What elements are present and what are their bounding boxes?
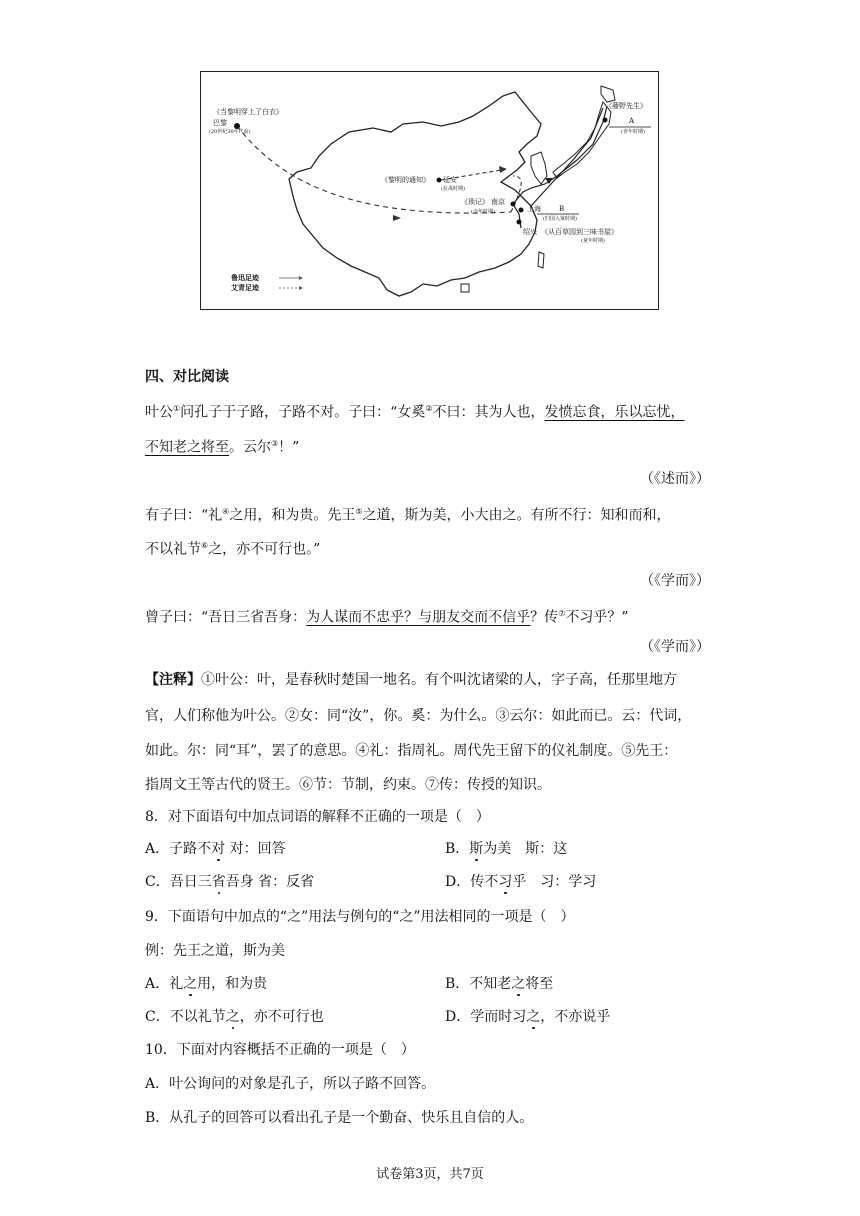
map-label-b: B — [559, 205, 565, 213]
map-label-liming: 《黎明的通知》 — [381, 176, 430, 184]
notes-line3: 如此。尔：同“耳”，罢了的意思。④礼：指周礼。周代先王留下的仪礼制度。⑤先王： — [145, 743, 678, 759]
luxun-return — [531, 108, 603, 206]
map-sub-shanghai: (归国入狱时期) — [543, 216, 577, 222]
shaoxing-dot — [517, 220, 522, 225]
map-label-shaoxing: 绍兴 — [523, 228, 537, 236]
map-sub-a: (青年时期) — [621, 129, 645, 135]
japan-north — [601, 86, 615, 102]
q8-stem: 8．对下面语句中加点词语的解释不正确的一项是（ ） — [145, 809, 490, 825]
map-label-dawn: 《当黎明穿上了白衣》 — [213, 108, 283, 116]
notes-line4: 指周文王等古代的贤王。⑥节：节制，约束。⑦传：传授的知识。 — [145, 777, 551, 793]
passage3-source: （《学而》） — [640, 639, 710, 655]
map-sub-nanjing: (少年时期) — [471, 209, 495, 215]
passage3-line1: 曾子曰：“吾日三省吾身：为人谋而不忠乎？与朋友交而不信乎？传⑦不习乎？” — [145, 609, 629, 626]
taiwan-outline — [538, 252, 544, 268]
q9-stem: 9．下面语句中加点的“之”用法与例句的“之”用法相同的一项是（ ） — [145, 909, 575, 925]
passage2-line1: 有子曰：“礼④之用，和为贵。先王⑤之道，斯为美，小大由之。有所不行：知和而和， — [145, 507, 671, 524]
q9-option-b: B．不知老之将至 — [445, 976, 554, 992]
aiqing-arrow-1 — [393, 215, 401, 221]
map-sub-yanan: (抗战时期) — [441, 186, 465, 192]
underlined-phrase: 为人谋而不忠乎？与朋友交而不信乎 — [306, 609, 531, 626]
q9-option-c: C．不以礼节之，亦不可行也 — [145, 1009, 324, 1025]
yanan-dot — [437, 178, 442, 183]
q9-option-a: A．礼之用，和为贵 — [145, 976, 268, 992]
nanjing-dot — [511, 202, 516, 207]
legend-luxun: 鲁迅足迹 — [231, 274, 259, 282]
q10-option-b: B．从孔子的回答可以看出孔子是一个勤奋、快乐且自信的人。 — [145, 1110, 534, 1126]
map-label-paris: 巴黎 — [213, 119, 227, 127]
section-title: 四、对比阅读 — [145, 369, 229, 385]
q8-option-a: A．子路不对 对：回答 — [145, 841, 286, 857]
notes-head: 【注释】 — [145, 672, 201, 688]
japan-outline — [553, 102, 611, 178]
map-sub-baicao: (童年时期) — [581, 238, 605, 244]
notes-line1: 【注释】①叶公：叶，是春秋时楚国一地名。有个叫沈诸梁的人，字子高，任那里地方 — [145, 672, 677, 688]
underlined-phrase: 不知老之将至 — [145, 439, 229, 456]
map-label-shanghai: 上海 — [527, 205, 541, 213]
korea-outline — [531, 152, 547, 184]
map-label-xianji: 《琐记》 — [461, 198, 489, 206]
passage2-line2: 不以礼节⑥之，亦不可行也。” — [145, 541, 321, 558]
map-label-a: A — [629, 117, 635, 125]
map-label-yanan: 延安 — [443, 176, 457, 184]
map-label-fujino: 《藤野先生》 — [605, 102, 647, 110]
legend-aiqing: 艾青足迹 — [231, 284, 259, 292]
q8-option-b: B．斯为美 斯：这 — [445, 841, 568, 857]
map-label-nanjing: 南京 — [491, 198, 505, 206]
map-label-baicao: 《从百草园到三味书屋》 — [541, 228, 618, 236]
aiqing-arrow-2 — [499, 166, 507, 173]
underlined-phrase: 发愤忘食，乐以忘忧， — [544, 404, 685, 421]
q10-option-a: A．叶公询问的对象是孔子，所以子路不回答。 — [145, 1076, 436, 1092]
notes-line2: 官，人们称他为叶公。②女：同“汝”，你。奚：为什么。③云尔：如此而已。云：代词， — [145, 708, 692, 724]
passage1-line2: 不知老之将至。云尔③！” — [145, 439, 300, 456]
map-sub-paris: (20世纪30年代前) — [209, 129, 251, 135]
q10-stem: 10．下面对内容概括不正确的一项是（ ） — [145, 1042, 415, 1058]
passage1-source: （《述而》） — [640, 471, 710, 487]
tokyo-dot — [603, 118, 608, 123]
page-footer: 试卷第3页，共7页 — [376, 1167, 484, 1182]
passage1-line1: 叶公①问孔子于子路，子路不对。子曰：“女奚②不曰：其为人也，发愤忘食，乐以忘忧， — [145, 404, 685, 421]
q8-option-c: C．吾日三省吾身 省：反省 — [145, 874, 315, 890]
q9-option-d: D．学而时习之，不亦说乎 — [445, 1009, 611, 1025]
china-border — [289, 92, 541, 296]
shanghai-dot — [519, 208, 524, 213]
map-figure — [200, 71, 659, 310]
q8-option-d: D．传不习乎 习：学习 — [445, 874, 597, 890]
q9-example: 例：先王之道，斯为美 — [145, 943, 285, 959]
hainan-outline — [461, 284, 469, 292]
passage2-source: （《学而》） — [640, 573, 710, 589]
